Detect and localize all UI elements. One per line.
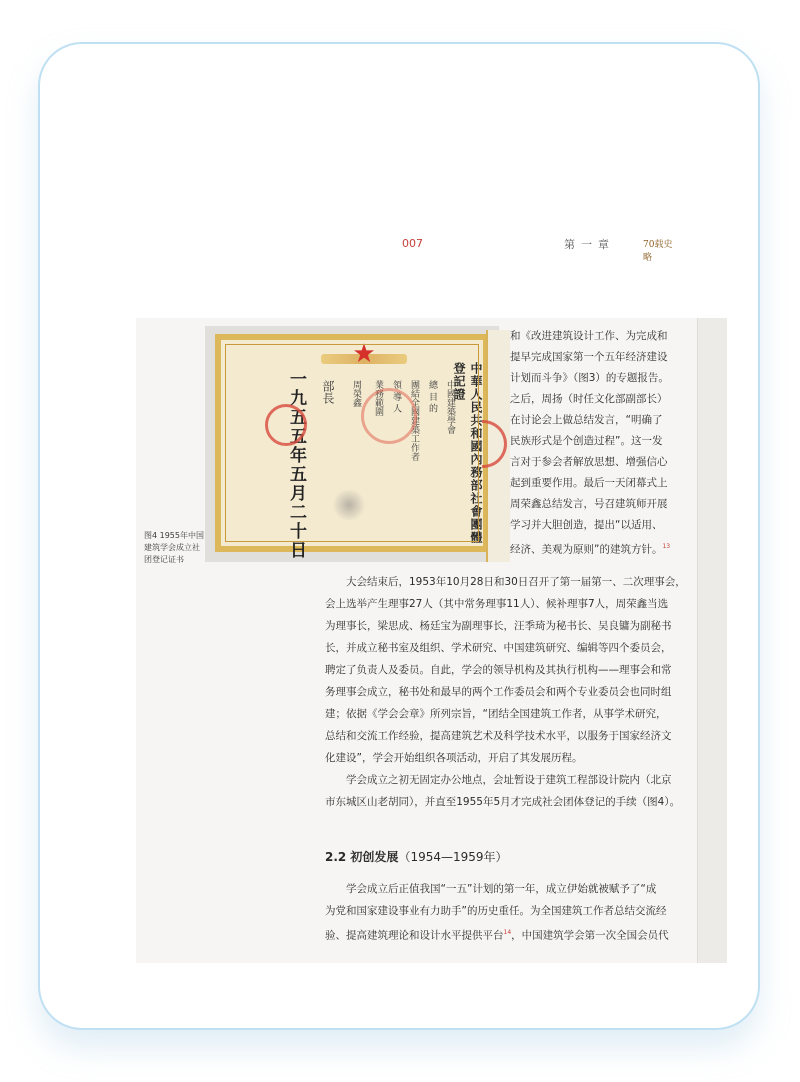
certificate-column: 業務範圍 [373,380,383,416]
main-body-text [325,571,695,813]
text-line-content: ，中国建筑学会第一次全国会员代 [511,929,669,942]
certificate-column: 總 目 的 [427,380,437,413]
text-line [325,922,695,944]
section-heading-title: 2.2 初创发展 [325,850,399,864]
text-line: 总结和交流工作经验，提高建筑艺术及科学技术水平，以服务于国家经济文 [325,730,672,742]
text-line: 聘定了负责人及委员。自此，学会的领导机构及其执行机构——理事会和常 [325,664,672,676]
section-heading [325,848,508,865]
signature-mark [331,490,367,520]
text-line-content: 经济、美观为原则”的建筑方针。 [510,543,663,556]
text-line: 之后，周扬（时任文化部副部长） [510,393,668,405]
text-line: 学会成立之初无固定办公地点，会址暂设于建筑工程部设计院内（北京 [346,774,672,786]
certificate-column: 中國建築學會 [445,380,455,434]
text-line: 周荣鑫总结发言，号召建筑师开展 [510,498,668,510]
chapter-label: 第一章 [564,238,615,251]
text-line: 为党和国家建设事业有力助手”的历史重任。为全国建筑工作者总结交流经 [325,905,667,917]
seal-stamp [265,404,307,446]
text-line: 言对于参会者解放思想、增强信心 [510,456,668,468]
certificate-image [205,326,499,562]
text-line: 提早完成国家第一个五年经济建设 [510,351,668,363]
caption-line: 图4 1955年中国 [144,531,204,540]
book-title: 70载史略 [643,240,673,263]
seal-stamp [361,388,417,444]
certificate-border [215,334,489,560]
section-heading-years: （1954—1959年） [398,850,508,864]
text-line: 计划而斗争》（图3）的专题报告。 [510,372,669,384]
page-header [400,235,678,263]
caption-line: 建筑学会成立社 [144,543,200,552]
text-line: 学会成立后正值我国“一五”计划的第一年，成立伊始就被赋予了“成 [346,883,657,895]
certificate-date: 一九五五年五月二十日 [286,370,306,560]
text-line: 起到重要作用。最后一天闭幕式上 [510,477,668,489]
text-line: 和《改进建筑设计工作、为完成和 [510,330,668,342]
text-line: 大会结束后，1953年10月28日和30日召开了第一届第一、二次理事会， [346,576,686,588]
text-line: 学习并大胆创造，提出“以适用、 [510,519,663,531]
text-line: 化建设”，学会开始组织各项活动，开启了其发展历程。 [325,752,583,764]
section-body-text [325,878,695,944]
red-star-icon: ★ [352,339,376,369]
certificate-column: 周榮鑫 [351,380,361,407]
minister-label: 部長 [321,380,335,404]
facing-page-edge [697,318,727,963]
text-line: 在讨论会上做总结发言，“明确了 [510,414,663,426]
text-line-content: 验、提高建筑理论和设计水平提供平台 [325,929,504,942]
text-line [510,536,690,557]
certificate-title: 中華人民共和國內務部社會團體登記證 [452,362,483,544]
footnote-marker: 13 [662,543,671,550]
text-line: 会上选举产生理事27人（其中常务理事11人）、候补理事7人，周荣鑫当选 [325,598,669,610]
text-line: 建；依据《学会会章》所列宗旨，“团结全国建筑工作者，从事学术研究， [325,708,667,720]
footnote-marker: 14 [503,929,512,936]
text-line: 市东城区山老胡同），并直至1955年5月才完成社会团体登记的手续（图4）。 [325,796,681,808]
text-line: 为理事长，梁思成、杨廷宝为副理事长，汪季琦为秘书长、吴良镛为副秘书 [325,620,672,632]
figure-caption [144,530,208,566]
ribbon-decoration [321,354,407,364]
right-column-text [510,326,690,557]
text-line: 务理事会成立，秘书处和最早的两个工作委员会和两个专业委员会也同时组 [325,686,672,698]
certificate-column: 領 導 人 [391,380,401,413]
certificate-column: 團結全國建築工作者 [409,380,419,461]
caption-line: 团登记证书 [144,555,184,564]
page-number: 007 [402,237,423,250]
text-line: 长，并成立秘书室及组织、学术研究、中国建筑研究、编辑等四个委员会， [325,642,672,654]
text-line: 民族形式是个创造过程”。这一发 [510,435,663,447]
